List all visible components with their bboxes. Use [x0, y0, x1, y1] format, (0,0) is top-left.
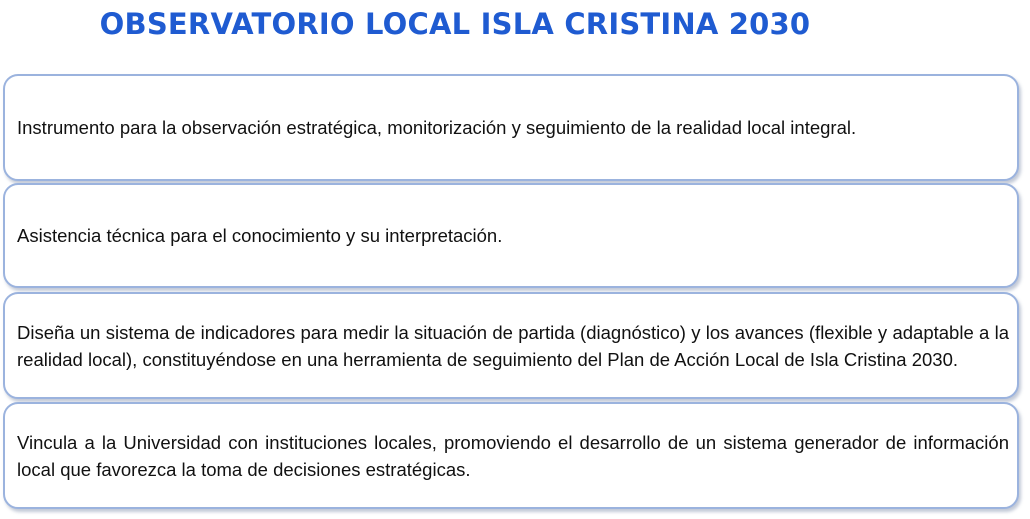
info-box-text: Asistencia técnica para el conocimiento y su interpretación.: [17, 225, 503, 246]
info-box-instrument: [3, 74, 1019, 181]
info-box-text: Diseña un sistema de indicadores para medir la situación de partida (diagnóstico) y los avances (flexible y adaptable a la realidad local), constituyéndose en una herramienta de seguimiento del Plan de Acción Local de Isla Cristina 2030.: [17, 321, 1009, 370]
info-box-indicators: [3, 292, 1019, 399]
info-box-text: Vincula a la Universidad con instituciones locales, promoviendo el desarrollo de un sistema generador de información local que favorezca la toma de decisiones estratégicas.: [17, 431, 1009, 480]
info-box-university: [3, 402, 1019, 509]
info-box-technical-assistance: [3, 183, 1019, 288]
info-box-text: Instrumento para la observación estratégica, monitorización y seguimiento de la realidad local integral.: [17, 117, 857, 138]
page-title: OBSERVATORIO LOCAL ISLA CRISTINA 2030: [99, 7, 811, 41]
